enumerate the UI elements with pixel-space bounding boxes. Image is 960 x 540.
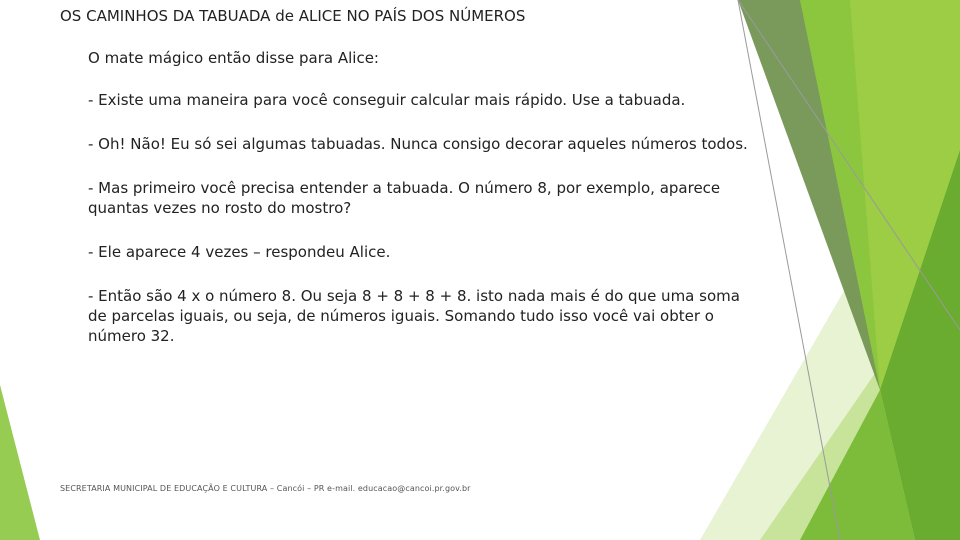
intro-line: O mate mágico então disse para Alice: (88, 49, 379, 67)
footer-text: SECRETARIA MUNICIPAL DE EDUCAÇÃO E CULTURA – Cancói – PR e-mail. educacao@cancoi.pr.gov.br (60, 484, 471, 493)
dialogue-line-3: - Mas primeiro você precisa entender a tabuada. O número 8, por exemplo, aparece quantas vezes no rosto do mostro? (88, 179, 721, 217)
page-title: OS CAMINHOS DA TABUADA de ALICE NO PAÍS DOS NÚMEROS (60, 7, 526, 25)
dialogue-line-5: - Então são 4 x o número 8. Ou seja 8 + 8 + 8 + 8. isto nada mais é do que uma soma de parcelas iguais, ou seja, de números iguais. Somando tudo isso você vai obter o número 32. (88, 287, 740, 345)
story-text (88, 48, 748, 370)
left-green-triangle (0, 385, 40, 540)
dialogue-line-2: - Oh! Não! Eu só sei algumas tabuadas. Nunca consigo decorar aqueles números todos. (88, 135, 748, 153)
dialogue-line-1: - Existe uma maneira para você conseguir calcular mais rápido. Use a tabuada. (88, 91, 686, 109)
dialogue-line-4: - Ele aparece 4 vezes – respondeu Alice. (88, 243, 391, 261)
